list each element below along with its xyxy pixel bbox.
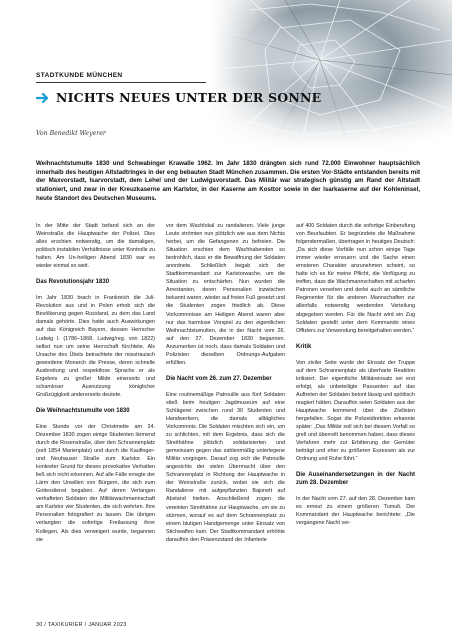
page-footer: 30 / TAXIKURIER / JANUAR 2023	[36, 622, 127, 628]
paragraph: Eine Stunde vor der Christmette am 24. Dezember 1830 zogen einige Studenten lärmend durch die Rosenstraße, über den Schrannenplatz (seit 1854 Marienplatz) und durch die Kaufinger- und Neuhauser Straße zum Karlstor. Ein konkreter Grund für dieses provokative Verhalten ließ sich nicht erkennen. Auf alle Fälle erregte der Lärm den Unwillen von Bürgern, die sich zum Gottesdienst begaben. Auf deren Verlangen verhafteten Soldaten der Militärwachmannschaft am Karlstor vier Studenten, die sich wehrten. Ihre Personalien fotografiert zu lassen. Die übrigen verlangten die sofortige Freilassung ihrer Kollegen. Als dies verweigert wurde, begannen sie	[36, 423, 155, 543]
subheading: Das Revolutionsjahr 1830	[36, 279, 110, 286]
lead-paragraph: Weihnachtstumulte 1830 und Schwabinger Krawalle 1962. Im Jahr 1830 drängten sich rund 72.000 Einwohner hauptsächlich innerhalb des heutigen Altstadtringes in der eng bebauten Stadt München zusammen. Die ersten Vor-Städte entstanden bereits mit der Maxvorstadt, Isarvorstadt, dem Lehel und der Ludwigsvorstadt. Das Militär war strategisch günstig am Rand der Altstadt stationiert, und zwar in der Kreuzkaserne am Karlstor, in der Kaserne am Kosttor sowie in der Isarkaserne auf der Kohleninsel, heute Standort des Deutschen Museums.	[36, 160, 420, 202]
paragraph: Von ziviler Seite wurde der Einsatz der Truppe auf dem Schrannenplatz als überharte Reaktion kritisiert. Der eigentliche Militäreinsatz sei erst erfolgt, als unbeteiligte Passanten auf das Auftreten der Soldaten betont lässig und spöttisch reagiert hätten. Daraufhin seien Soldaten aus der Hauptwache kommend über die Zivilisten hergefallen. Sogar die Polizeidirektion erkannte später: „Das Militär soll sich bei diesem Vorfall so grell und überreilt benommen haben, dass dieses Verfahren mehr zur Erbitterung der Gemüter beiträgt und eher zu größeren Exzessen als zur Ordnung und Ruhe führt.“	[296, 359, 415, 463]
paragraph: vor dem Wachlokal zu randalieren. Viele junge Leute strömten nun plötzlich wie aus dem Nichts herbei, um die Gefangenen zu befreien. Die Situation erschien dem Wachhabenden so bedrohlich, dass er die Bewaffnung der Soldaten anordnete. Schließlich begab sich der Stadtkommandant zur Karlstorwache, um die Situation zu entschärfen. Nun wurden die Arrestanten, deren Personalien inzwischen bekannt waren, wieder auf freien Fuß gesetzt und die Studenten zogen friedlich ab. Diese Vorkommnisse am Heiligen Abend waren aber nur das harmlose Vorspiel zu den eigentlichen Weihnachtstumulten, die in der Nacht vom 26. auf den 27. Dezember 1830 begannen. Anzumerken ist noch, dass damals Soldaten und Polizisten dieselben Ordnungs-Aufgaben erfüllten.	[166, 223, 285, 366]
paragraph: In der Mitte der Stadt befand sich an der Weinstraße die Hauptwache der Polizei. Dies alles erschien notwendig, um die damaligen, politisch instabilen Verhältnisse unter Kontrolle zu halten. Am Un-heiligen Abend 1830 war es wieder einmal so weit.	[36, 223, 155, 270]
paragraph: In der Nacht vom 27. auf den 28. Dezember kam es erneut zu einem größeren Tumult. Der Kommandant der Hauptwache berichtete: „Die vergangene Nacht ver-	[296, 496, 415, 527]
kicker-divider	[36, 82, 206, 83]
subheading: Die Nacht vom 26. zum 27. Dezember	[166, 375, 272, 382]
article-column-2	[166, 222, 285, 544]
headline	[36, 90, 321, 105]
arrow-right-icon	[36, 92, 50, 104]
headline-text: NICHTS NEUES UNTER DER SONNE	[56, 90, 322, 105]
subheading: Die Auseinandersetzungen in der Nacht zum 28. Dezember	[296, 472, 415, 487]
author-byline: Von Benedikt Weyerer	[36, 130, 106, 137]
article-column-1	[36, 222, 155, 544]
article-column-3	[296, 222, 415, 527]
paragraph: Eine routinemäßige Patrouille aus fünf Soldaten stieß beim heutigen Jagdmuseum auf eine Schlägerei zwischen rund 30 Studenten und Handwerkern, die damals alltägliches Vorkommnis. Die Soldaten mischten sich ein, um zu schlichten, mit dem Ergebnis, dass sich die Streithähne plötzlich solidarisierten und gemeinsam gegen das zahlenmäßig unterlegene Militär vorgingen. Darauf zog sich die Patrouille angesichts der vielen Übermacht über den Schrannenplatz in Richtung der Hauptwache in der Weinstraße zurück, wobei sie sich die Randalierer mit aufgepflanzten Bajonett auf Abstand hielten. Anschließend zogen die vereinten Streithähne zur Hauptwache, um sie zu stürmen, worauf es auf dem Schrannenplatz zu einem blutigen Handgemenge unter Einsatz von Stichwaffen kam. Der Stadtkommandant erhöhte daraufhin den Präsenzstand der Infanterie	[166, 391, 285, 543]
paragraph: auf 400 Soldaten durch die sofortige Einberufung von Beurlaubten. Er begründete die Maßnahme folgendermaßen, übertragen in heutiges Deutsch: „Da sich diese Vorfälle nun schon einige Tage immer wieder erneuern und die Sache einen ernsteren Charakter anzunehmen scheint, so halte ich es für meine Pflicht, die Verfügung zu treffen, dass die Wachmannschaften mit scharfen Patronen versehen und derlei auch an sämtliche Regimenter für die anderen Mannschaften zur allenfalls notwendig werdenden Verteilung abgegeben werden. Für die Nacht wird ein Zug Soldaten gestellt unter dem Kommando eines Offiziers zur Verwendung bereitgehalten werden.“	[296, 223, 415, 334]
section-kicker: STADTKUNDE MÜNCHEN	[36, 72, 123, 79]
subheading: Die Weihnachtstumulte von 1830	[36, 407, 130, 414]
paragraph: Im Jahr 1830 brach in Frankreich die Juli-Revolution aus und in Polen erhob sich die Bevölkerung gegen Russland, zu dem das Land damals gehörte. Dies hatte auch Auswirkungen auf das Königreich Bayern, dessen Herrscher Ludwig I. (1786–1868, Ludwig/reg. von 1822) selbst nun um seine Herrschaft fürchtete. Als Ursache des Übels betrachtete der misstrauisch gewordene Monarch die Presse, deren schnelle Ausbreitung und respektlose Sprache er als Ergebnis zu großer Milde einerseits und schamloser Ausnutzung königlicher Großzügigkeit andererseits deutete.	[36, 295, 155, 398]
shattered-glass-photo	[210, 0, 452, 150]
subheading: Kritik	[296, 343, 312, 350]
